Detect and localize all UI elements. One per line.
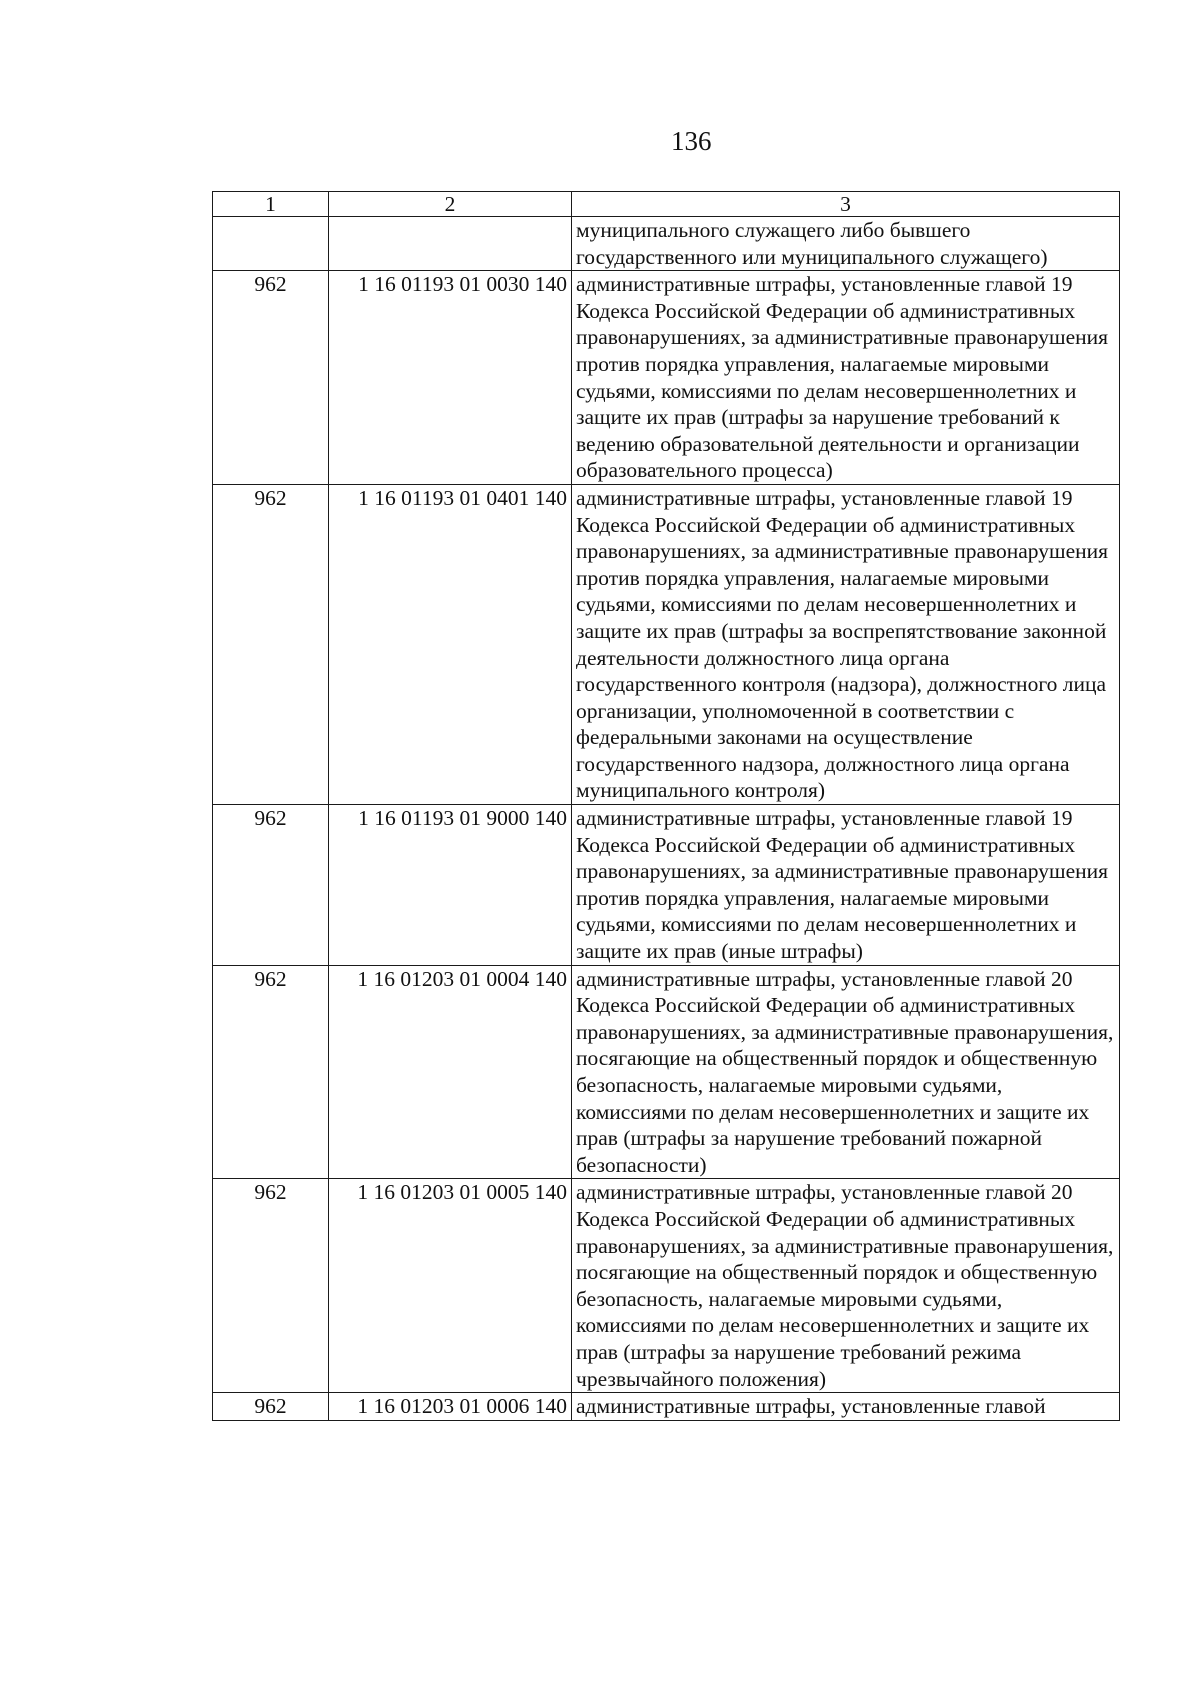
budget-code-cell: 1 16 01203 01 0005 140 bbox=[329, 1179, 572, 1393]
admin-code-cell: 962 bbox=[213, 484, 329, 804]
table-row bbox=[213, 217, 1120, 271]
table-row bbox=[213, 965, 1120, 1179]
table-row bbox=[213, 1393, 1120, 1421]
admin-code-cell: 962 bbox=[213, 965, 329, 1179]
table-row bbox=[213, 271, 1120, 485]
budget-code-cell: 1 16 01193 01 9000 140 bbox=[329, 805, 572, 966]
budget-code-cell: 1 16 01203 01 0004 140 bbox=[329, 965, 572, 1179]
budget-code-cell bbox=[329, 217, 572, 271]
table-row bbox=[213, 484, 1120, 804]
column-header-3: 3 bbox=[572, 192, 1120, 217]
table-header-row bbox=[213, 192, 1120, 217]
description-cell: административные штрафы, установленные главой 20 Кодекса Российской Федерации об административных правонарушениях, за административные правонарушения, посягающие на общественный порядок и общественную безопасность, налагаемые мировыми судьями, комиссиями по делам несовершеннолетних и защите их прав (штрафы за нарушение требований режима чрезвычайного положения) bbox=[572, 1179, 1120, 1393]
admin-code-cell bbox=[213, 217, 329, 271]
description-cell: административные штрафы, установленные главой 20 Кодекса Российской Федерации об административных правонарушениях, за административные правонарушения, посягающие на общественный порядок и общественную безопасность, налагаемые мировыми судьями, комиссиями по делам несовершеннолетних и защите их прав (штрафы за нарушение требований пожарной безопасности) bbox=[572, 965, 1120, 1179]
column-header-2: 2 bbox=[329, 192, 572, 217]
description-cell: административные штрафы, установленные главой 19 Кодекса Российской Федерации об административных правонарушениях, за административные правонарушения против порядка управления, налагаемые мировыми судьями, комиссиями по делам несовершеннолетних и защите их прав (иные штрафы) bbox=[572, 805, 1120, 966]
table-row bbox=[213, 805, 1120, 966]
budget-codes-table bbox=[212, 191, 1120, 1421]
description-cell: муниципального служащего либо бывшего государственного или муниципального служащего) bbox=[572, 217, 1120, 271]
budget-code-cell: 1 16 01203 01 0006 140 bbox=[329, 1393, 572, 1421]
description-cell: административные штрафы, установленные главой bbox=[572, 1393, 1120, 1421]
admin-code-cell: 962 bbox=[213, 1179, 329, 1393]
admin-code-cell: 962 bbox=[213, 805, 329, 966]
admin-code-cell: 962 bbox=[213, 1393, 329, 1421]
page-number: 136 bbox=[671, 126, 712, 156]
description-cell: административные штрафы, установленные главой 19 Кодекса Российской Федерации об административных правонарушениях, за административные правонарушения против порядка управления, налагаемые мировыми судьями, комиссиями по делам несовершеннолетних и защите их прав (штрафы за воспрепятствование законной деятельности должностного лица органа государственного контроля (надзора), должностного лица организации, уполномоченной в соответствии с федеральными законами на осуществление государственного надзора, должностного лица органа муниципального контроля) bbox=[572, 484, 1120, 804]
budget-code-cell: 1 16 01193 01 0401 140 bbox=[329, 484, 572, 804]
table-row bbox=[213, 1179, 1120, 1393]
column-header-1: 1 bbox=[213, 192, 329, 217]
budget-code-cell: 1 16 01193 01 0030 140 bbox=[329, 271, 572, 485]
admin-code-cell: 962 bbox=[213, 271, 329, 485]
description-cell: административные штрафы, установленные главой 19 Кодекса Российской Федерации об административных правонарушениях, за административные правонарушения против порядка управления, налагаемые мировыми судьями, комиссиями по делам несовершеннолетних и защите их прав (штрафы за нарушение требований к ведению образовательной деятельности и организации образовательного процесса) bbox=[572, 271, 1120, 485]
